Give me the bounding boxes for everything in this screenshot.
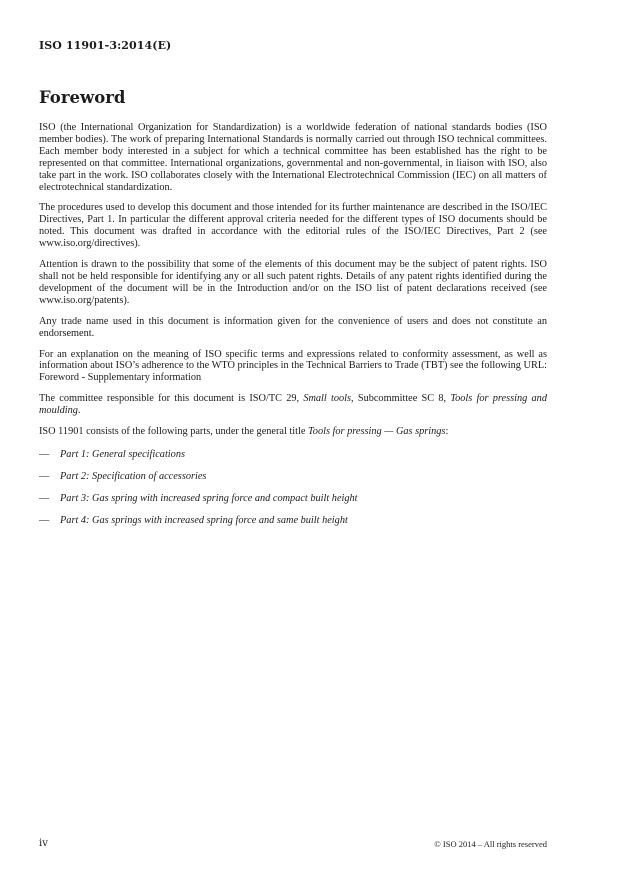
paragraph-parts-intro bbox=[39, 426, 547, 438]
foreword-body bbox=[39, 122, 547, 537]
committee-text-pre: The committee responsible for this document is ISO/TC 29, bbox=[39, 393, 304, 405]
list-dash: — bbox=[39, 448, 50, 460]
parts-intro-pre: ISO 11901 consists of the following parts, under the general title bbox=[39, 426, 309, 438]
part-label: Part 1: General specifications bbox=[60, 448, 185, 460]
list-dash: — bbox=[39, 514, 50, 526]
paragraph-committee bbox=[39, 393, 547, 417]
paragraph-conformity: For an explanation on the meaning of ISO specific terms and expressions related to conformity assessment, as well as information about ISO’s adherence to the WTO principles in the Technical Barriers to Trade (TBT) see the following URL: Foreword - Supplementary information bbox=[39, 348, 547, 384]
part-label: Part 2: Specification of accessories bbox=[60, 470, 207, 482]
page-number: iv bbox=[39, 838, 48, 849]
committee-tc-name: Small tools bbox=[303, 393, 352, 405]
list-dash: — bbox=[39, 492, 50, 504]
paragraph-patents: Attention is drawn to the possibility that some of the elements of this document may be the subject of patent rights. ISO shall not be held responsible for identifying any or all such patent rights. Details of any patent rights identified during the development of the document will be in the Introduction and/or on the ISO list of patent declarations received (see www.iso.org/patents). bbox=[39, 259, 547, 306]
committee-sc-name: Tools for pressing and moulding bbox=[39, 393, 547, 417]
parts-list bbox=[39, 449, 547, 527]
committee-text-mid: , Subcommittee SC 8, bbox=[351, 393, 451, 405]
part-label: Part 3: Gas spring with increased spring force and compact built height bbox=[60, 492, 358, 504]
paragraph-iso-intro: ISO (the International Organization for Standardization) is a worldwide federation of national standards bodies (ISO member bodies). The work of preparing International Standards is normally carried out through ISO technical committees. Each member body interested in a subject for which a technical committee has been established has the right to be represented on that committee. International organizations, governmental and non-governmental, in liaison with ISO, also take part in the work. ISO collaborates closely with the International Electrotechnical Commission (IEC) on all matters of electrotechnical standardization. bbox=[39, 122, 547, 193]
list-dash: — bbox=[39, 470, 50, 482]
parts-intro-post: : bbox=[445, 426, 449, 438]
list-item bbox=[39, 471, 547, 483]
list-item bbox=[39, 493, 547, 505]
part-label: Part 4: Gas springs with increased spring force and same built height bbox=[60, 514, 348, 526]
paragraph-trade-name: Any trade name used in this document is information given for the convenience of users and does not constitute an endorsement. bbox=[39, 315, 547, 339]
document-id-header: ISO 11901-3:2014(E) bbox=[39, 39, 172, 52]
paragraph-procedures: The procedures used to develop this document and those intended for its further maintenance are described in the ISO/IEC Directives, Part 1. In particular the different approval criteria needed for the different types of ISO documents should be noted. This document was drafted in accordance with the editorial rules of the ISO/IEC Directives, Part 2 (see www.iso.org/directives). bbox=[39, 202, 547, 250]
list-item bbox=[39, 515, 547, 527]
list-item bbox=[39, 449, 547, 461]
copyright-notice: © ISO 2014 – All rights reserved bbox=[434, 839, 547, 849]
section-title: Foreword bbox=[39, 88, 126, 107]
committee-text-post: . bbox=[77, 405, 81, 417]
parts-general-title: Tools for pressing — Gas springs bbox=[308, 426, 446, 438]
